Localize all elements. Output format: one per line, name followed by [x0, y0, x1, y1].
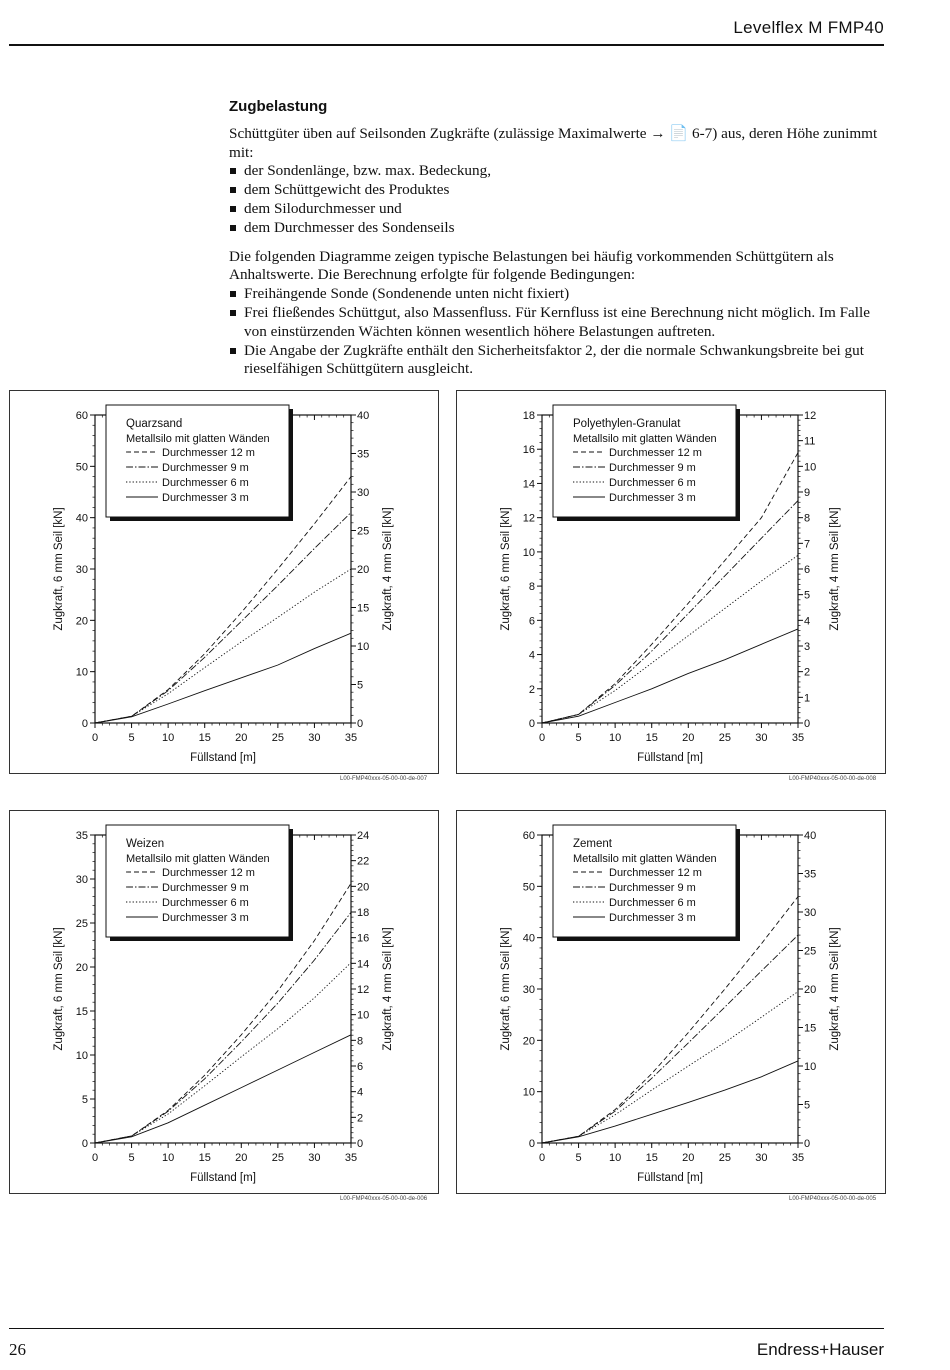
y-tick-label: 0 — [81, 718, 88, 730]
x-tick-label: 0 — [538, 1152, 546, 1164]
section-zugbelastung — [229, 98, 884, 379]
y2-tick-label: 24 — [357, 830, 370, 842]
y2-tick-label: 10 — [804, 1061, 817, 1073]
x-tick-label: 15 — [645, 732, 658, 744]
legend-label: Durchmesser 12 m — [609, 867, 702, 879]
x-tick-label: 35 — [791, 1152, 805, 1164]
y-tick-label: 10 — [522, 546, 535, 559]
y2-tick-label: 0 — [804, 1138, 811, 1150]
y2-tick-label: 4 — [357, 1086, 364, 1099]
y2-tick-label: 6 — [804, 564, 811, 576]
y-axis-label: Zugkraft, 6 mm Seil [kN] — [53, 927, 65, 1051]
section-heading: Zugbelastung — [229, 98, 328, 115]
chart-code-zement: L00-FMP40xxx-05-00-00-de-005 — [789, 1196, 877, 1202]
y-tick-label: 0 — [81, 1138, 88, 1150]
x-axis-label: Füllstand [m] — [637, 752, 703, 764]
y-tick-label: 60 — [522, 830, 535, 842]
legend-label: Durchmesser 3 m — [609, 912, 696, 924]
x-axis-label: Füllstand [m] — [637, 1172, 703, 1184]
legend-label: Durchmesser 9 m — [609, 882, 696, 894]
legend-subtitle: Metallsilo mit glatten Wänden — [573, 853, 717, 865]
y-tick-label: 15 — [75, 1006, 88, 1018]
x-tick-label: 35 — [791, 732, 805, 744]
y2-axis-label: Zugkraft, 4 mm Seil [kN] — [829, 927, 841, 1051]
factor-item: der Sondenlänge, bzw. max. Bedeckung, — [229, 162, 884, 181]
chart-code-quarzsand: L00-FMP40xxx-05-00-00-de-007 — [340, 776, 428, 782]
legend-label: Durchmesser 12 m — [162, 447, 255, 459]
series-line — [542, 555, 798, 723]
legend-label: Durchmesser 12 m — [609, 447, 702, 459]
y2-tick-label: 1 — [804, 692, 811, 705]
y-tick-label: 6 — [528, 615, 535, 628]
x-tick-label: 15 — [198, 732, 211, 744]
y2-tick-label: 12 — [357, 984, 370, 996]
y-tick-label: 20 — [75, 962, 88, 974]
series-line — [542, 992, 798, 1143]
legend-subtitle: Metallsilo mit glatten Wänden — [573, 433, 717, 445]
document-header-title: Levelflex M FMP40 — [733, 18, 884, 37]
x-tick-label: 30 — [755, 1152, 768, 1164]
y2-tick-label: 8 — [804, 512, 811, 525]
y2-tick-label: 2 — [357, 1112, 364, 1125]
y2-axis-label: Zugkraft, 4 mm Seil [kN] — [829, 507, 841, 631]
legend-title: Weizen — [126, 838, 165, 850]
chart-weizen — [9, 810, 439, 1194]
condition-item: Die Angabe der Zugkräfte enthält den Sicherheitsfaktor 2, der die normale Schwankungsbreite bei gut rieselfähigen Schüttgütern ausgleicht. — [229, 342, 884, 380]
series-line — [542, 629, 798, 723]
x-tick-label: 15 — [198, 1152, 211, 1164]
x-tick-label: 25 — [271, 732, 284, 744]
legend-label: Durchmesser 9 m — [609, 462, 696, 474]
factor-item: dem Durchmesser des Sondenseils — [229, 219, 884, 238]
x-tick-label: 5 — [575, 1152, 582, 1164]
factor-list — [229, 162, 884, 237]
y-tick-label: 0 — [528, 1138, 535, 1150]
conditions-paragraph: Die folgenden Diagramme zeigen typische Belastungen bei häufig vorkommenden Schüttgütern als Anhaltswerte. Die Berechnung erfolgte für folgende Bedingungen: — [229, 247, 834, 284]
legend-label: Durchmesser 6 m — [162, 897, 249, 909]
y2-tick-label: 5 — [804, 1099, 811, 1112]
y-tick-label: 10 — [75, 1050, 88, 1062]
brand-name: Endress+Hauser — [756, 1340, 884, 1359]
x-tick-label: 0 — [538, 732, 546, 744]
x-tick-label: 20 — [682, 1152, 695, 1164]
x-tick-label: 10 — [162, 1152, 175, 1164]
legend-subtitle: Metallsilo mit glatten Wänden — [126, 433, 270, 445]
x-tick-label: 5 — [575, 732, 582, 744]
condition-item: Freihängende Sonde (Sondenende unten nicht fixiert) — [229, 285, 884, 304]
y2-tick-label: 10 — [804, 461, 817, 474]
factor-item: dem Silodurchmesser und — [229, 200, 884, 219]
y2-tick-label: 5 — [804, 589, 811, 602]
chart-svg — [457, 391, 885, 773]
condition-list — [229, 285, 884, 379]
y2-tick-label: 35 — [804, 868, 817, 881]
x-tick-label: 20 — [235, 732, 248, 744]
y-tick-label: 20 — [522, 1035, 535, 1048]
y-tick-label: 60 — [75, 410, 88, 422]
factor-item: dem Schüttgewicht des Produktes — [229, 181, 884, 200]
x-tick-label: 20 — [682, 732, 695, 744]
y-tick-label: 14 — [522, 478, 535, 491]
chart-code-weizen: L00-FMP40xxx-05-00-00-de-006 — [340, 1196, 428, 1202]
y-axis-label: Zugkraft, 6 mm Seil [kN] — [500, 507, 512, 631]
legend-label: Durchmesser 3 m — [162, 912, 249, 924]
condition-item: Frei fließendes Schüttgut, also Massenfluss. Für Kernfluss ist eine Berechnung nicht möglich. Im Falle von einstürzenden Wächten können wesentlich höhere Belastungen auftreten. — [229, 304, 884, 342]
y-tick-label: 10 — [75, 666, 88, 679]
x-tick-label: 35 — [344, 732, 358, 744]
y-tick-label: 40 — [522, 932, 535, 945]
x-tick-label: 30 — [308, 1152, 321, 1164]
chart-quarzsand — [9, 390, 439, 774]
y2-tick-label: 16 — [357, 932, 370, 945]
y2-tick-label: 30 — [804, 907, 817, 919]
y2-tick-label: 25 — [357, 525, 370, 538]
y2-tick-label: 0 — [804, 718, 811, 730]
series-line — [95, 1035, 351, 1143]
y2-tick-label: 0 — [357, 1138, 364, 1150]
legend-label: Durchmesser 6 m — [609, 897, 696, 909]
y2-tick-label: 12 — [804, 410, 817, 422]
y2-tick-label: 25 — [804, 945, 817, 958]
series-line — [95, 569, 351, 723]
y-tick-label: 18 — [522, 410, 535, 422]
y2-tick-label: 6 — [357, 1061, 364, 1073]
x-tick-label: 10 — [609, 1152, 622, 1164]
y2-tick-label: 0 — [357, 718, 364, 730]
y-tick-label: 50 — [522, 881, 535, 894]
y-tick-label: 50 — [75, 461, 88, 474]
y2-tick-label: 2 — [804, 666, 811, 679]
y2-tick-label: 22 — [357, 855, 370, 868]
y-tick-label: 4 — [528, 649, 535, 662]
x-tick-label: 15 — [645, 1152, 658, 1164]
y-tick-label: 16 — [522, 444, 535, 457]
series-line — [542, 935, 798, 1143]
y2-tick-label: 10 — [357, 1009, 370, 1022]
y2-tick-label: 15 — [804, 1022, 817, 1035]
y2-tick-label: 30 — [357, 487, 370, 499]
y2-tick-label: 20 — [357, 564, 370, 576]
x-tick-label: 25 — [271, 1152, 284, 1164]
y2-tick-label: 14 — [357, 958, 370, 971]
legend-label: Durchmesser 6 m — [162, 477, 249, 489]
y2-tick-label: 40 — [804, 830, 817, 842]
x-tick-label: 10 — [609, 732, 622, 744]
x-tick-label: 30 — [755, 732, 768, 744]
y2-tick-label: 3 — [804, 641, 811, 653]
y2-tick-label: 40 — [357, 410, 370, 422]
x-tick-label: 20 — [235, 1152, 248, 1164]
y-tick-label: 30 — [522, 984, 535, 996]
y2-tick-label: 20 — [357, 881, 370, 894]
y2-tick-label: 11 — [804, 435, 816, 448]
y-tick-label: 10 — [522, 1086, 535, 1099]
y2-tick-label: 18 — [357, 907, 370, 919]
y2-tick-label: 8 — [357, 1035, 364, 1048]
y-tick-label: 30 — [75, 874, 88, 886]
y2-tick-label: 20 — [804, 984, 817, 996]
y2-tick-label: 10 — [357, 641, 370, 653]
y2-tick-label: 5 — [357, 679, 364, 692]
series-line — [95, 633, 351, 723]
chart-polyethylen-granulat — [456, 390, 886, 774]
legend-title: Quarzsand — [126, 418, 183, 430]
y2-tick-label: 9 — [804, 487, 811, 499]
y2-tick-label: 4 — [804, 615, 811, 628]
page-number: 26 — [9, 1340, 26, 1359]
y-tick-label: 40 — [75, 512, 88, 525]
x-tick-label: 25 — [718, 732, 731, 744]
series-line — [95, 513, 351, 724]
x-tick-label: 5 — [128, 1152, 135, 1164]
y2-tick-label: 35 — [357, 448, 370, 461]
y-tick-label: 35 — [75, 830, 88, 842]
chart-code-polyethylen: L00-FMP40xxx-05-00-00-de-008 — [789, 776, 877, 782]
chart-zement — [456, 810, 886, 1194]
y2-axis-label: Zugkraft, 4 mm Seil [kN] — [382, 927, 394, 1051]
x-tick-label: 30 — [308, 732, 321, 744]
legend-title: Polyethylen-Granulat — [573, 418, 681, 430]
legend-label: Durchmesser 3 m — [609, 492, 696, 504]
y-tick-label: 0 — [528, 718, 535, 730]
legend-label: Durchmesser 12 m — [162, 867, 255, 879]
x-tick-label: 0 — [91, 1152, 99, 1164]
y2-tick-label: 15 — [357, 602, 370, 615]
legend-subtitle: Metallsilo mit glatten Wänden — [126, 853, 270, 865]
y-tick-label: 25 — [75, 918, 88, 930]
chart-svg — [457, 811, 885, 1193]
x-tick-label: 0 — [91, 732, 99, 744]
x-tick-label: 35 — [344, 1152, 358, 1164]
x-tick-label: 25 — [718, 1152, 731, 1164]
legend-label: Durchmesser 9 m — [162, 462, 249, 474]
y2-tick-label: 7 — [804, 538, 811, 551]
chart-svg — [10, 811, 438, 1193]
x-tick-label: 10 — [162, 732, 175, 744]
y-axis-label: Zugkraft, 6 mm Seil [kN] — [53, 507, 65, 631]
footer-rule — [9, 1328, 884, 1329]
x-axis-label: Füllstand [m] — [190, 1172, 256, 1184]
y2-axis-label: Zugkraft, 4 mm Seil [kN] — [382, 507, 394, 631]
y-tick-label: 8 — [528, 581, 535, 594]
y-tick-label: 12 — [522, 512, 535, 525]
y-tick-label: 5 — [81, 1094, 88, 1106]
y-tick-label: 20 — [75, 615, 88, 628]
y-tick-label: 2 — [528, 683, 535, 696]
legend-label: Durchmesser 3 m — [162, 492, 249, 504]
legend-label: Durchmesser 6 m — [609, 477, 696, 489]
legend-label: Durchmesser 9 m — [162, 882, 249, 894]
y-tick-label: 30 — [75, 564, 88, 576]
x-tick-label: 5 — [128, 732, 135, 744]
chart-svg — [10, 391, 438, 773]
series-line — [542, 501, 798, 723]
series-line — [542, 1061, 798, 1143]
intro-paragraph: Schüttgüter üben auf Seilsonden Zugkräfte (zulässige Maximalwerte → 📄 6-7) aus, deren Höhe zunimmt mit: — [229, 124, 878, 161]
series-line — [95, 912, 351, 1143]
x-axis-label: Füllstand [m] — [190, 752, 256, 764]
legend-title: Zement — [573, 838, 612, 850]
y-axis-label: Zugkraft, 6 mm Seil [kN] — [500, 927, 512, 1051]
header-rule — [9, 44, 884, 46]
